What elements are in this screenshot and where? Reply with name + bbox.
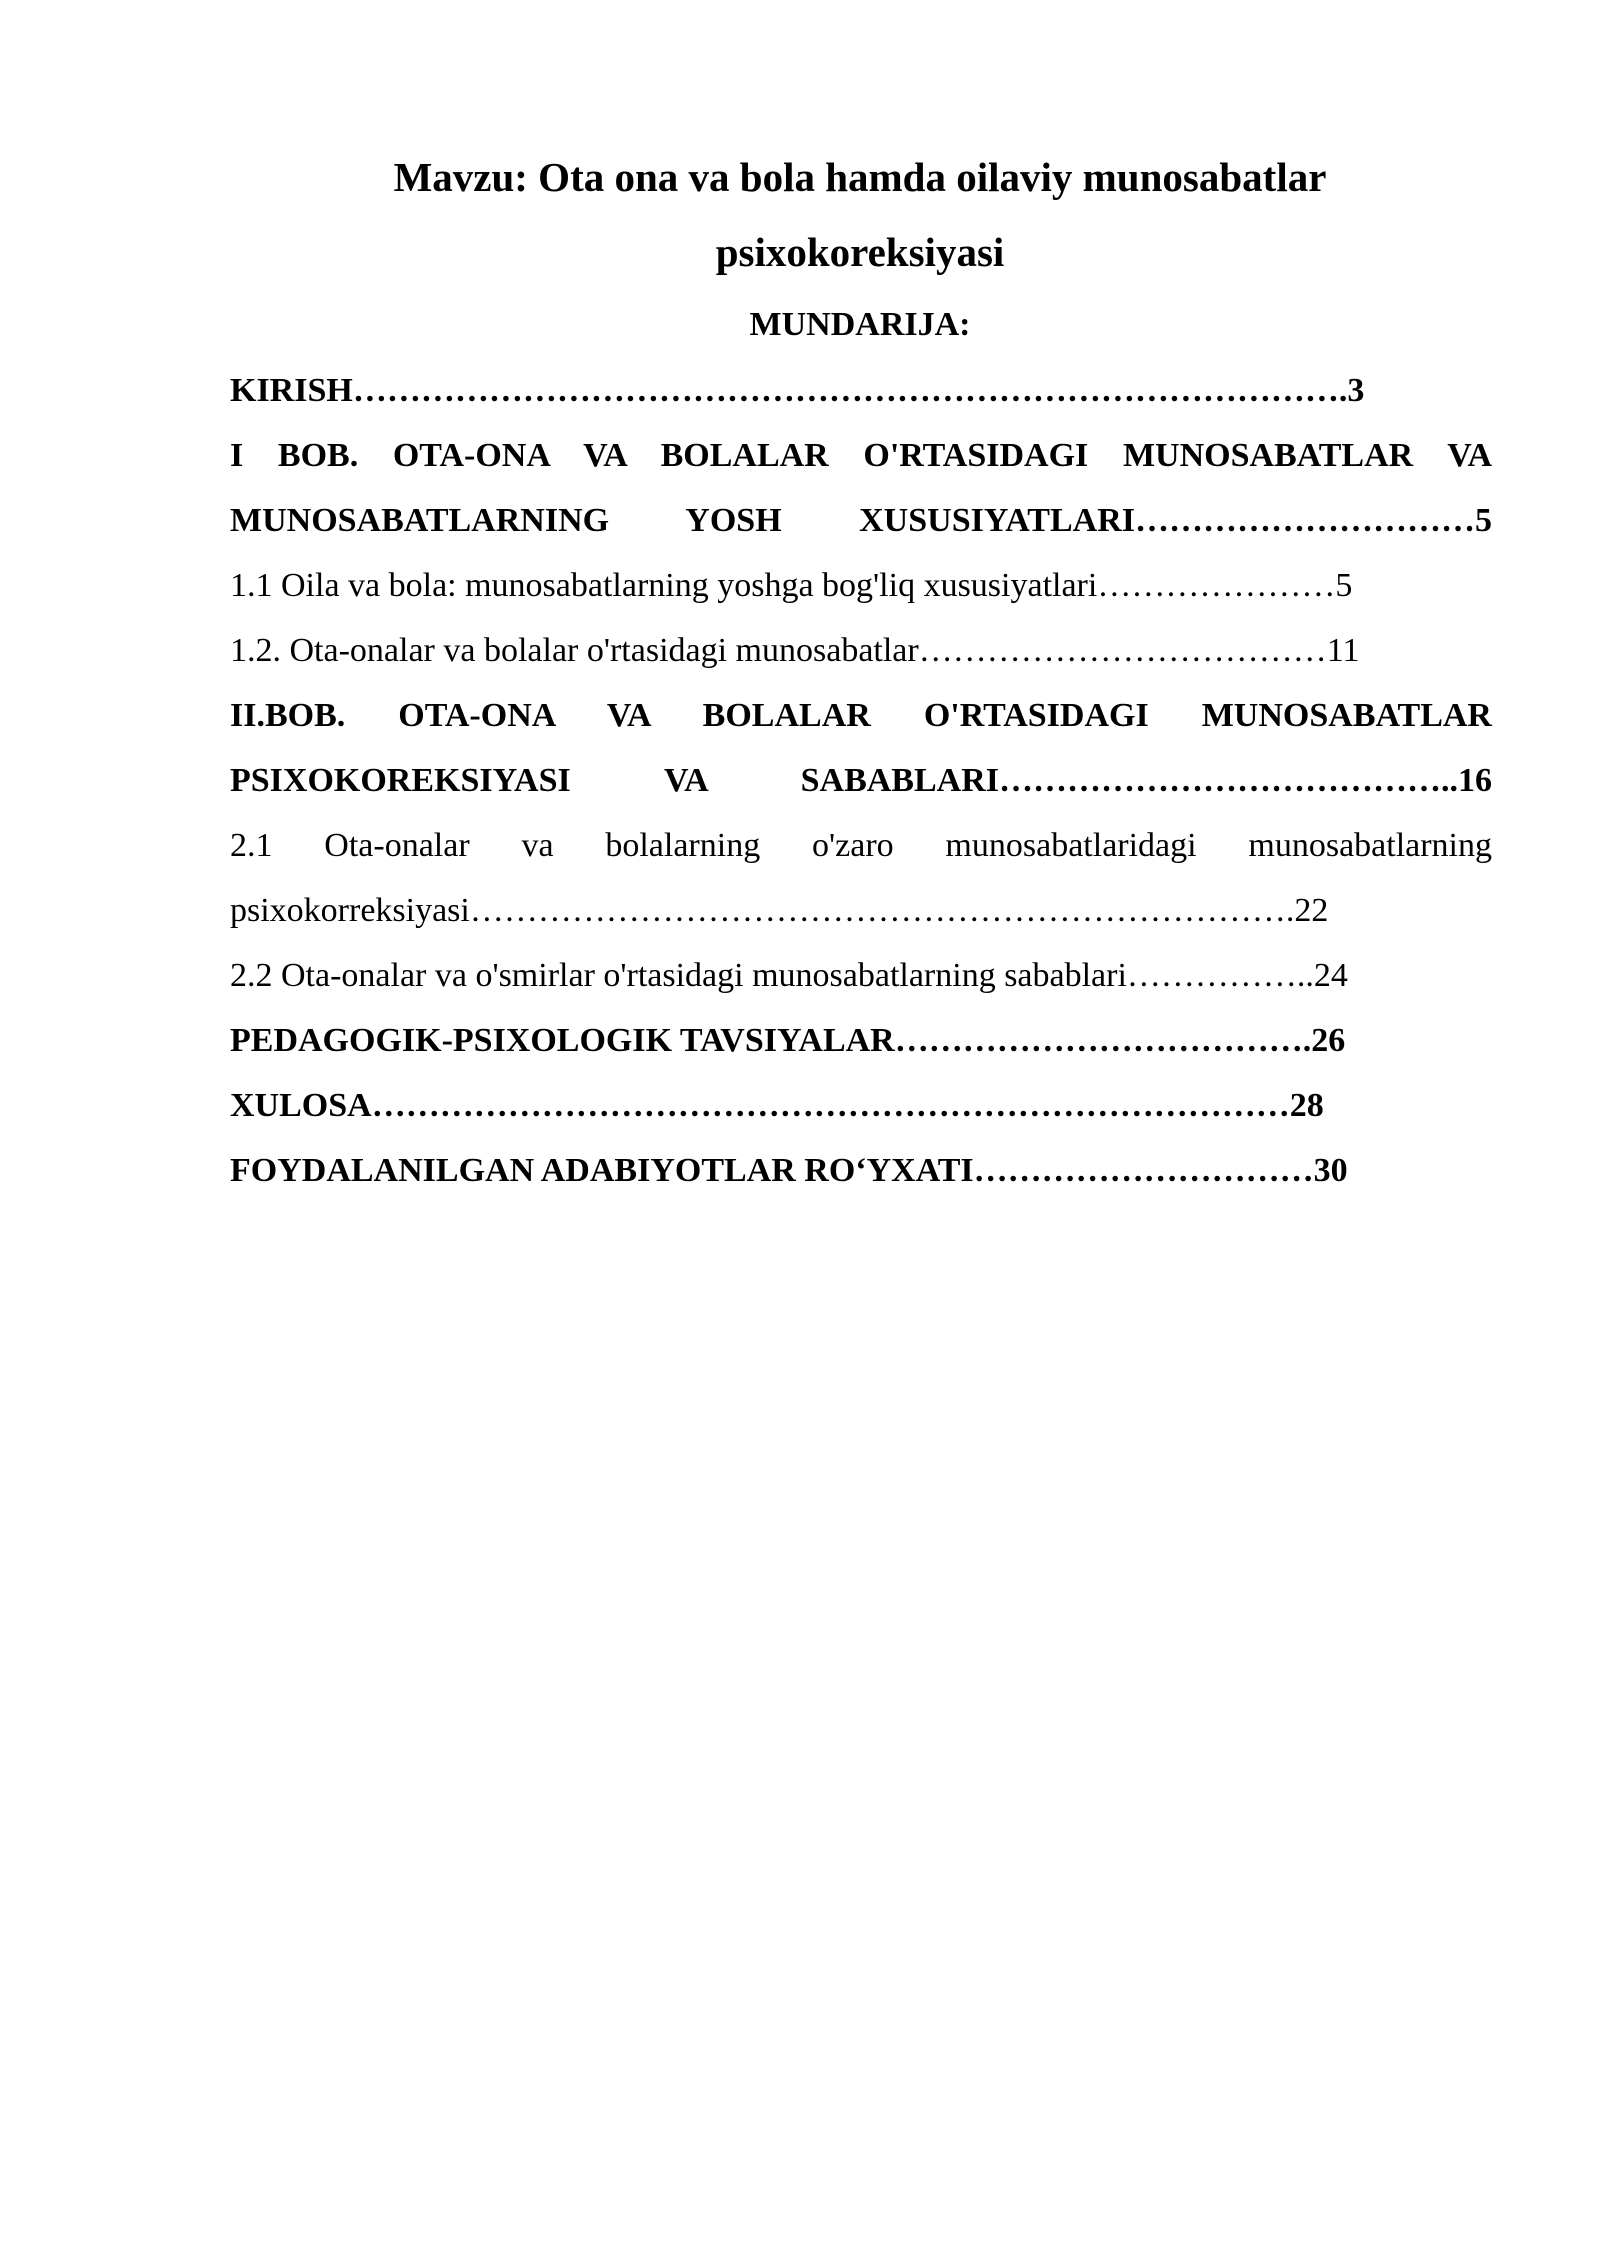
- toc-entry-section-2-1-line-1: 2.1 Ota-onalar va bolalarning o'zaro munosabatlaridagi munosabatlarning: [230, 827, 1492, 864]
- toc-heading: MUNDARIJA:: [749, 306, 971, 343]
- toc-entry-section-2-2: 2.2 Ota-onalar va o'smirlar o'rtasidagi munosabatlarning sabablari……………..24: [230, 957, 1348, 994]
- toc-entry-chapter-2-line-1: II.BOB. OTA-ONA VA BOLALAR O'RTASIDAGI MUNOSABATLAR: [230, 697, 1492, 734]
- document-title-line-1: Mavzu: Ota ona va bola hamda oilaviy munosabatlar: [393, 154, 1327, 200]
- document-title-line-2: psixokoreksiyasi: [715, 229, 1005, 275]
- toc-entry-section-2-1-line-2: psixokorreksiyasi……………………………………………………………….22: [230, 892, 1329, 929]
- toc-entry-chapter-1-line-2: MUNOSABATLARNING YOSH XUSUSIYATLARI…………………………5: [230, 502, 1492, 539]
- toc-entry-kirish: KIRISH…………………………………………………………………………….3: [230, 372, 1365, 409]
- toc-entry-section-1-2: 1.2. Ota-onalar va bolalar o'rtasidagi munosabatlar………………………………11: [230, 632, 1360, 669]
- toc-entry-references: FOYDALANILGAN ADABIYOTLAR RO‘YXATI…………………………30: [230, 1152, 1348, 1189]
- toc-entry-conclusion: XULOSA………………………………………………………………………28: [230, 1087, 1324, 1124]
- toc-entry-chapter-1-line-1: I BOB. OTA-ONA VA BOLALAR O'RTASIDAGI MUNOSABATLAR VA: [230, 437, 1492, 474]
- toc-entry-recommendations: PEDAGOGIK-PSIXOLOGIK TAVSIYALAR……………………………….26: [230, 1022, 1346, 1059]
- toc-entry-section-1-1: 1.1 Oila va bola: munosabatlarning yoshga bog'liq xususiyatlari…………………5: [230, 567, 1353, 604]
- toc-entry-chapter-2-line-2: PSIXOKOREKSIYASI VA SABABLARI…………………………………..16: [230, 762, 1492, 799]
